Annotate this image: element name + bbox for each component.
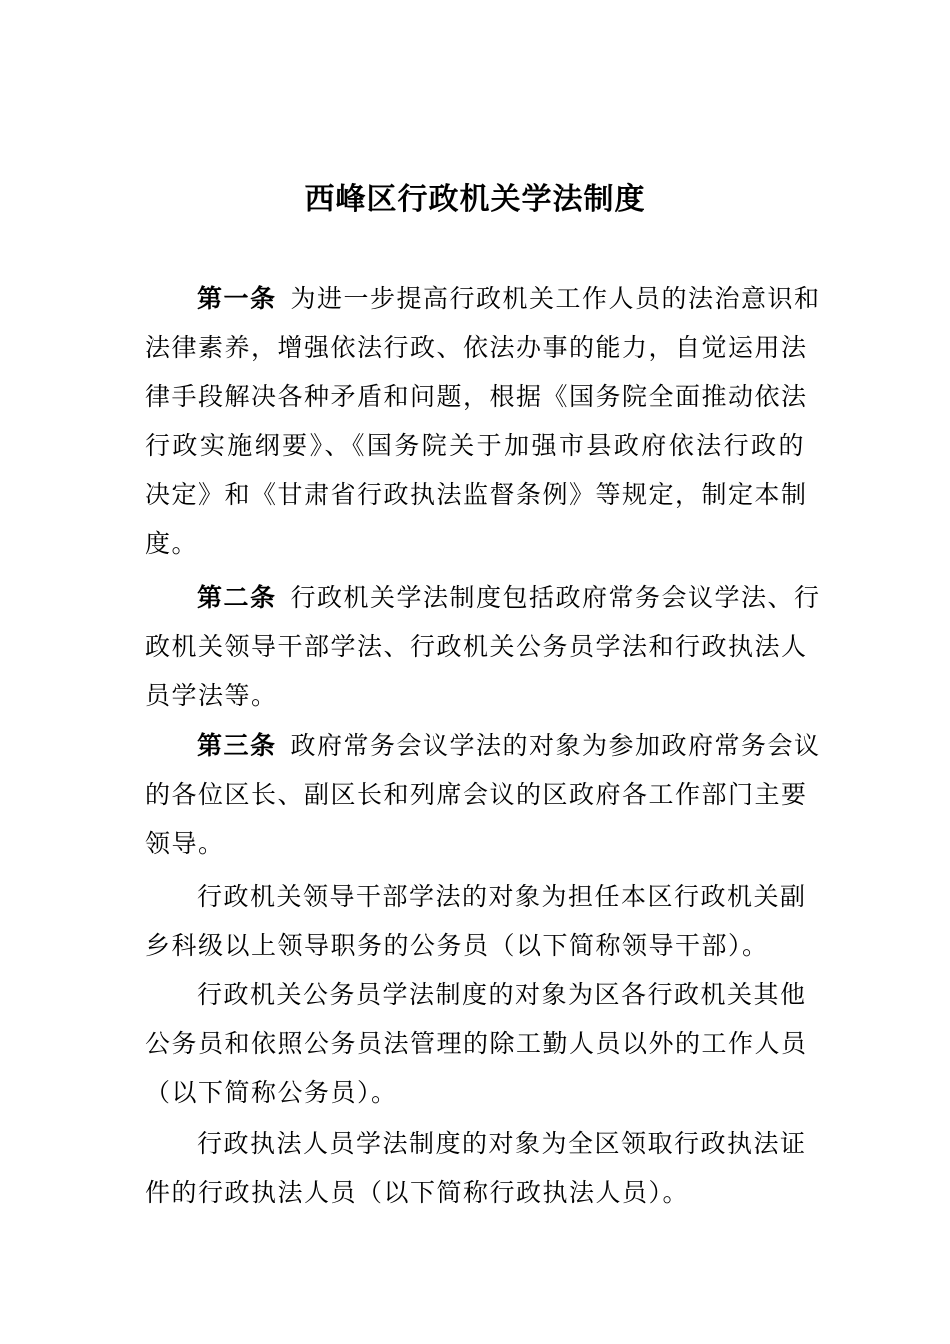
article-3-text: 政府常务会议学法的对象为参加政府常务会议 [290, 731, 821, 760]
article-1-label: 第一条 [197, 284, 277, 313]
paragraph-1-line-1: 行政机关领导干部学法的对象为担任本区行政机关副 [197, 882, 807, 911]
article-2-text: 行政机关学法制度包括政府常务会议学法、行 [290, 583, 821, 612]
paragraph-3-line-2: 件的行政执法人员（以下简称行政执法人员）。 [145, 1178, 690, 1207]
paragraph-2-line-3: （以下简称公务员）。 [145, 1078, 398, 1107]
article-3-line-2: 的各位区长、副区长和列席会议的区政府各工作部门主要 [145, 780, 808, 809]
article-2-line-2: 政机关领导干部学法、行政机关公务员学法和行政执法人 [145, 632, 808, 661]
article-1-line-6: 度。 [145, 529, 199, 558]
article-1-line-4: 行政实施纲要》、《国务院关于加强市县政府依法行政的 [145, 431, 805, 460]
article-1-line-3: 律手段解决各种矛盾和问题，根据《国务院全面推动依法 [145, 382, 808, 411]
article-1-line-2: 法律素养，增强依法行政、依法办事的能力，自觉运用法 [145, 333, 808, 362]
paragraph-3-line-1: 行政执法人员学法制度的对象为全区领取行政执法证 [197, 1129, 807, 1158]
paragraph-1-line-2: 乡科级以上领导职务的公务员（以下简称领导干部）。 [145, 931, 769, 960]
article-3-label: 第三条 [197, 731, 277, 760]
article-3-line-3: 领导。 [145, 829, 225, 858]
article-2-line-3: 员学法等。 [145, 681, 278, 710]
paragraph-2-line-2: 公务员和依照公务员法管理的除工勤人员以外的工作人员 [145, 1029, 808, 1058]
article-2-line-1 [197, 573, 821, 622]
article-1-line-1 [197, 274, 821, 323]
paragraph-2-line-1: 行政机关公务员学法制度的对象为区各行政机关其他 [197, 980, 807, 1009]
article-1-text: 为进一步提高行政机关工作人员的法治意识和 [290, 284, 821, 313]
article-2-label: 第二条 [197, 583, 277, 612]
page-title: 西峰区行政机关学法制度 [304, 182, 646, 217]
article-1-line-5: 决定》和《甘肃省行政执法监督条例》等规定，制定本制 [145, 480, 808, 509]
article-3-line-1 [197, 721, 821, 770]
